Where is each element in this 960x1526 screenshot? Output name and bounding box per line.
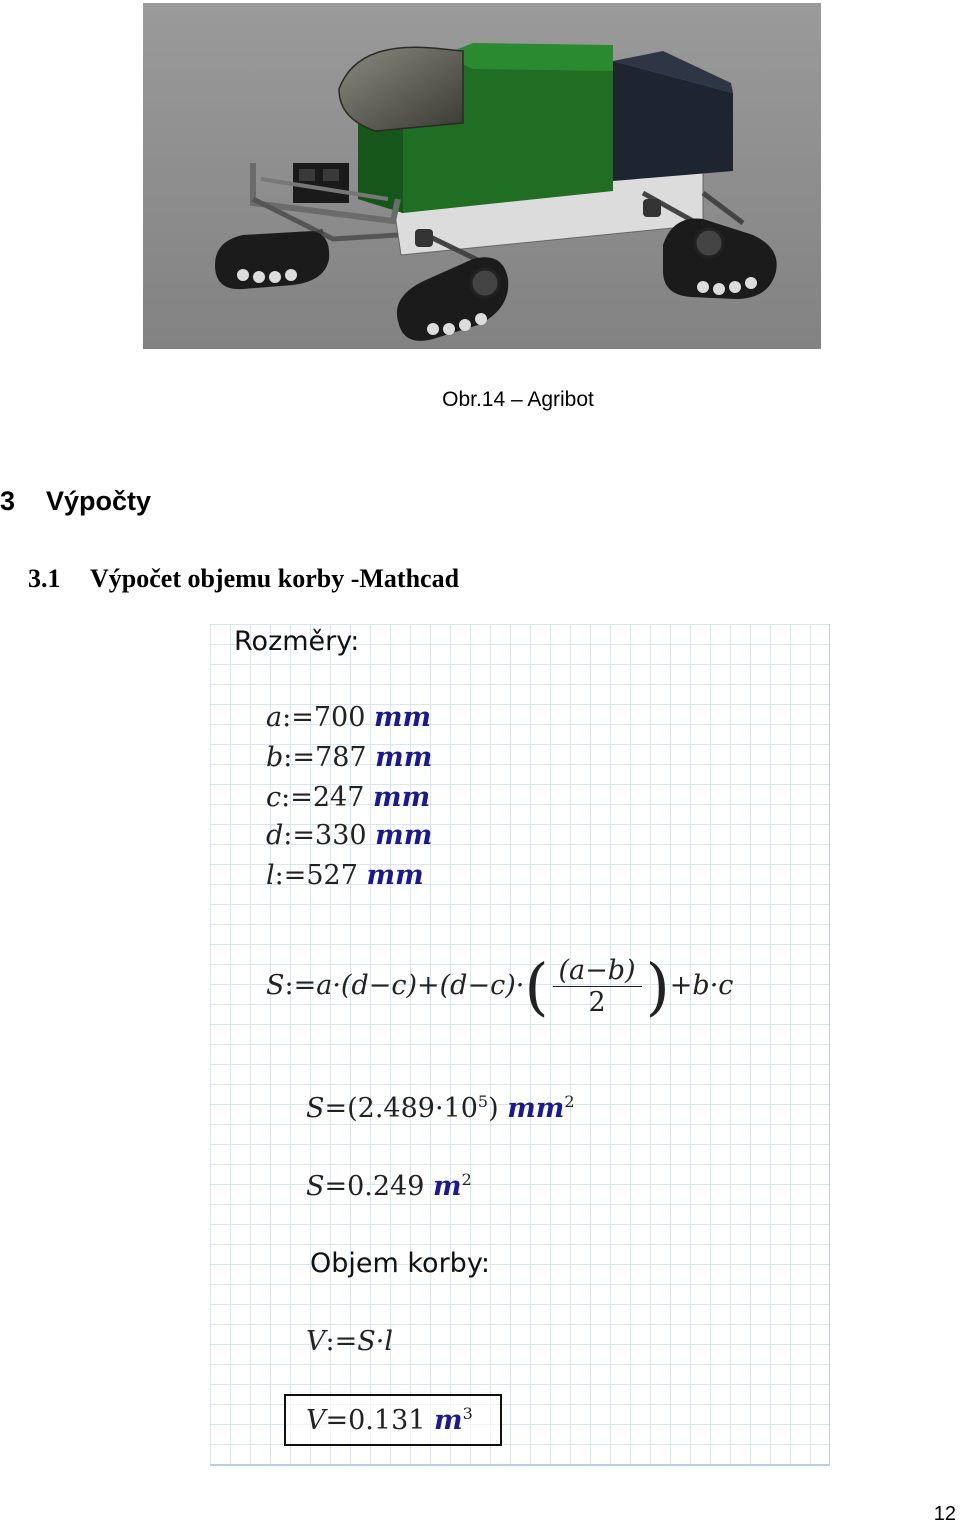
result-S-m: S=0.249 $m^2$: [306, 1170, 472, 1202]
assignment-c: c:=247 mm: [266, 782, 431, 813]
agribot-illustration: [143, 3, 821, 349]
subsection-number: 3.1: [28, 564, 61, 593]
dimensions-label: Rozměry:: [234, 626, 360, 657]
subsection-title: Výpočet objemu korby -Mathcad: [90, 564, 460, 593]
assignment-b: b:=787 mm: [266, 742, 433, 773]
assignment-a: a:=700 mm: [266, 702, 432, 733]
page-number: 12: [933, 1503, 956, 1525]
section-number: 3: [0, 486, 16, 516]
agribot-render: [143, 3, 821, 349]
result-V: V=0.131 $m^3$: [306, 1404, 473, 1436]
mathcad-worksheet: [210, 624, 830, 1466]
formula-S: S:=a·(d−c)+(d−c)·( $\frac{(a-b)}{2}$ )+b·c: [266, 950, 734, 1023]
volume-label: Objem korby:: [310, 1248, 490, 1279]
formula-V: V:=S·l: [306, 1326, 393, 1357]
assignment-l: l:=527 mm: [266, 860, 424, 891]
section-heading: [0, 486, 151, 517]
subsection-heading: [28, 564, 459, 594]
section-title: Výpočty: [46, 486, 152, 516]
assignment-d: d:=330 mm: [266, 820, 433, 851]
figure-caption: Obr.14 – Agribot: [442, 388, 594, 411]
result-S-mm: $S=(2.489\cdot 10^5)$ $mm^2$: [306, 1092, 575, 1124]
